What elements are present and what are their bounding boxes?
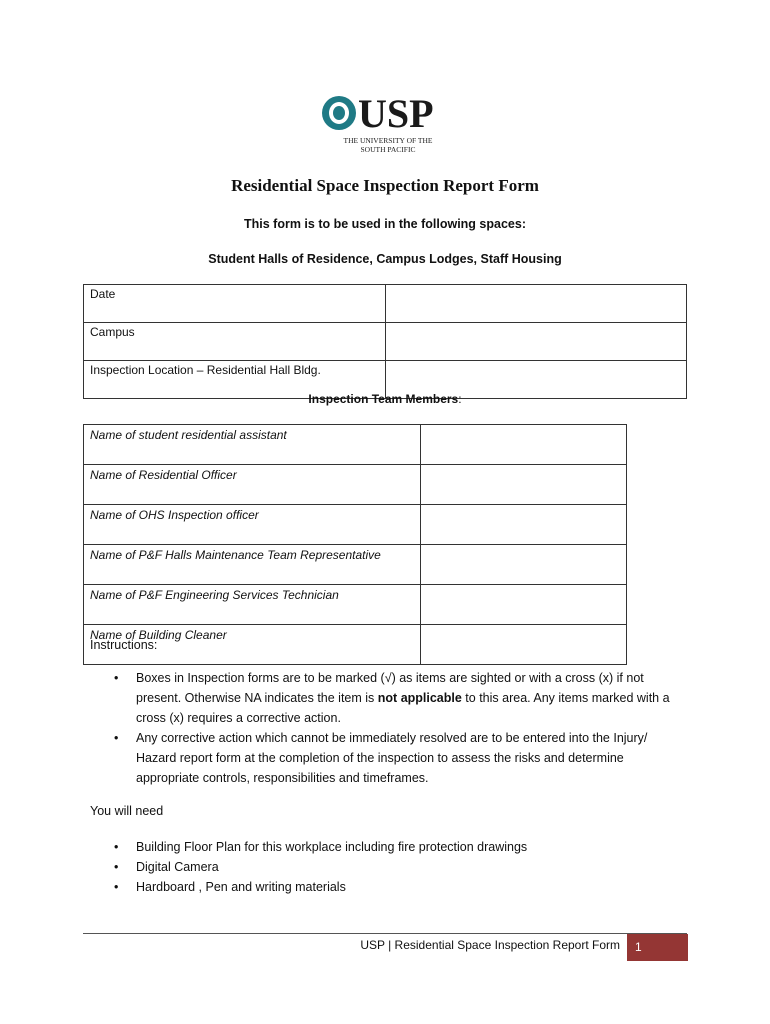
team-field[interactable] (421, 545, 627, 585)
you-will-need-heading: You will need (90, 804, 164, 818)
page-number-badge: 1 (627, 934, 688, 961)
list-item (110, 837, 670, 857)
footer-divider (83, 933, 687, 934)
form-subtitle: This form is to be used in the following spaces: (244, 217, 526, 231)
bullet-icon: • (114, 731, 119, 745)
logo-subtitle (326, 136, 450, 154)
logo-subtitle-line1: THE UNIVERSITY OF THE (343, 136, 433, 145)
instruction-text: Boxes in Inspection forms are to be marked (√) as items are sighted or with a cross (x) if not present. Otherwise NA indicates the item is (136, 671, 644, 705)
team-label: Name of Residential Officer (84, 465, 421, 505)
form-title: Residential Space Inspection Report Form (231, 176, 539, 195)
table-row (84, 323, 687, 361)
table-row (84, 285, 687, 323)
list-item (110, 728, 690, 788)
instruction-text: Any corrective action which cannot be immediately resolved are to be entered into the Injury/ Hazard report form at the completion of the inspection to assess the risks and determine appropriate controls, responsibilities and timeframes. (136, 731, 648, 785)
footer-text: USP | Residential Space Inspection Report Form (360, 938, 620, 952)
team-members-table (83, 424, 627, 665)
table-row (84, 425, 627, 465)
spaces-list: Student Halls of Residence, Campus Lodges, Staff Housing (208, 252, 562, 266)
instructions-heading: Instructions: (90, 638, 158, 652)
list-item (110, 857, 670, 877)
team-label: Name of P&F Halls Maintenance Team Representative (84, 545, 421, 585)
campus-field[interactable] (386, 323, 687, 361)
table-row (84, 545, 627, 585)
bullet-icon: • (114, 880, 119, 894)
table-row (84, 505, 627, 545)
list-item (110, 668, 690, 728)
needs-list (110, 837, 670, 897)
table-row (84, 625, 627, 665)
bullet-icon: • (114, 840, 119, 854)
table-row (84, 465, 627, 505)
team-label: Name of Building Cleaner (84, 625, 421, 665)
logo-subtitle-line2: SOUTH PACIFIC (360, 145, 416, 154)
need-text: Hardboard , Pen and writing materials (136, 880, 346, 894)
date-field[interactable] (386, 285, 687, 323)
instruction-text: to this area. Any items marked with a cross (x) requires a corrective action. (136, 691, 670, 725)
team-heading-text: Inspection Team Members (308, 392, 459, 406)
bullet-icon: • (114, 671, 119, 685)
list-item (110, 877, 670, 897)
team-field[interactable] (421, 425, 627, 465)
campus-label: Campus (84, 323, 386, 361)
team-label: Name of P&F Engineering Services Technician (84, 585, 421, 625)
team-field[interactable] (421, 625, 627, 665)
instruction-bold: not applicable (377, 691, 462, 705)
team-field[interactable] (421, 505, 627, 545)
need-text: Building Floor Plan for this workplace including fire protection drawings (136, 840, 528, 854)
team-label: Name of student residential assistant (84, 425, 421, 465)
usp-emblem-icon (322, 96, 356, 130)
inspection-info-table (83, 284, 687, 399)
team-field[interactable] (421, 465, 627, 505)
team-field[interactable] (421, 585, 627, 625)
usp-logo (322, 91, 452, 156)
location-label: Inspection Location – Residential Hall Bldg. (84, 361, 386, 399)
instructions-list (110, 668, 690, 788)
team-label: Name of OHS Inspection officer (84, 505, 421, 545)
need-text: Digital Camera (136, 860, 219, 874)
bullet-icon: • (114, 860, 119, 874)
team-heading-colon: : (458, 392, 462, 406)
logo-wordmark: USP (358, 91, 434, 136)
table-row (84, 585, 627, 625)
date-label: Date (84, 285, 386, 323)
team-heading (0, 392, 770, 406)
